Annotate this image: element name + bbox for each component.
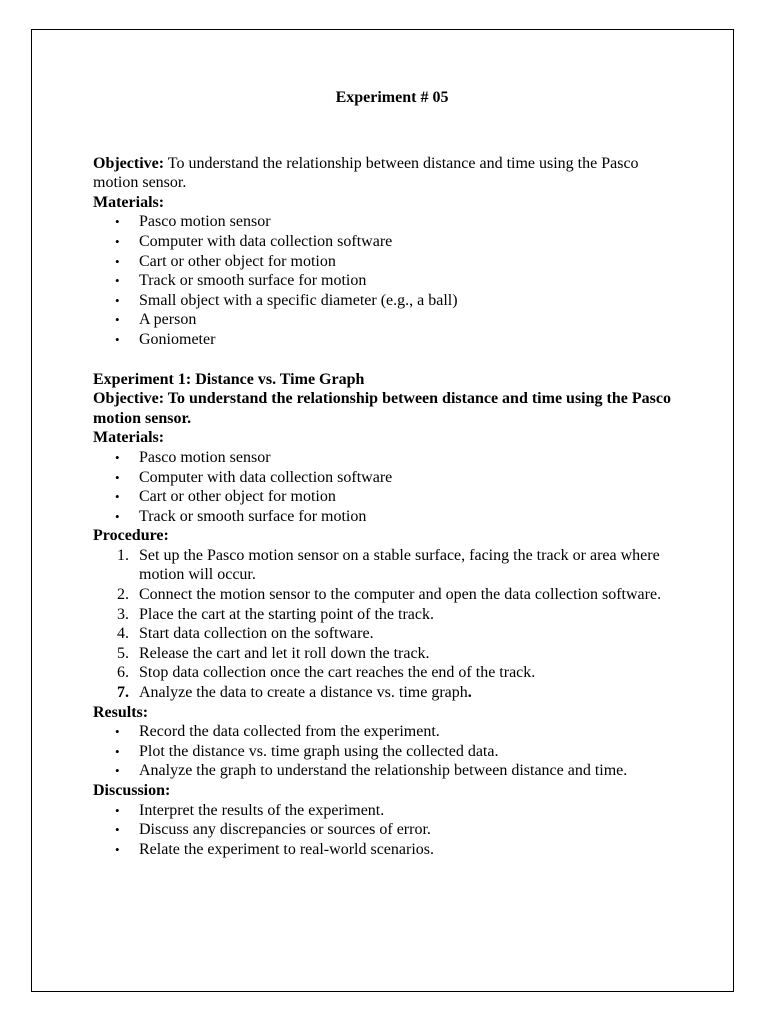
experiment1-heading: Experiment 1: Distance vs. Time Graph — [93, 370, 365, 388]
experiment1-objective: Objective: To understand the relationship between distance and time using the Pasco motion sensor. — [93, 390, 671, 427]
discussion-list — [93, 801, 683, 860]
list-item: • Pasco motion sensor — [93, 212, 683, 232]
experiment1-materials-list — [93, 448, 683, 526]
step-number: 6. — [117, 664, 129, 682]
experiment1-materials-heading: Materials: — [93, 429, 165, 447]
step-text: Place the cart at the starting point of the track. — [139, 605, 434, 623]
procedure-step — [93, 663, 683, 683]
list-item: • Goniometer — [93, 330, 683, 350]
list-item: • Record the data collected from the experiment. — [93, 722, 683, 742]
step-text: Release the cart and let it roll down the track. — [139, 644, 430, 662]
list-item: • Computer with data collection software — [93, 232, 683, 252]
step-text: Set up the Pasco motion sensor on a stable surface, facing the track or area where motion will occur. — [139, 546, 660, 584]
document-title: Experiment # 05 — [335, 89, 449, 106]
spacer — [93, 350, 683, 370]
step-text: Analyze the data to create a distance vs. time graph — [139, 684, 468, 702]
step-number: 1. — [117, 546, 129, 564]
procedure-step — [93, 624, 683, 644]
results-heading: Results: — [93, 703, 149, 721]
document-body — [93, 88, 683, 859]
step-number: 4. — [117, 625, 129, 643]
step-text: Connect the motion sensor to the computer and open the data collection software. — [139, 586, 662, 604]
list-item: • Track or smooth surface for motion — [93, 271, 683, 291]
list-item: • Computer with data collection software — [93, 468, 683, 488]
list-item: • A person — [93, 310, 683, 330]
list-item: • Analyze the graph to understand the relationship between distance and time. — [93, 761, 683, 781]
objective-paragraph — [93, 154, 683, 193]
procedure-step — [93, 546, 683, 585]
list-item: • Pasco motion sensor — [93, 448, 683, 468]
discussion-heading: Discussion: — [93, 782, 171, 799]
list-item: • Track or smooth surface for motion — [93, 507, 683, 527]
list-item: • Discuss any discrepancies or sources of error. — [93, 820, 683, 840]
step-number: 5. — [117, 644, 129, 662]
materials-heading: Materials: — [93, 193, 165, 211]
list-item: • Cart or other object for motion — [93, 487, 683, 507]
step-text: Stop data collection once the cart reaches the end of the track. — [139, 664, 536, 682]
materials-list — [93, 212, 683, 349]
step-text: Start data collection on the software. — [139, 625, 374, 643]
step-number: 3. — [117, 605, 129, 623]
step-end-punctuation: . — [467, 684, 472, 702]
list-item: • Plot the distance vs. time graph using the collected data. — [93, 742, 683, 762]
step-number: 7. — [117, 684, 129, 702]
list-item: • Small object with a specific diameter (e.g., a ball) — [93, 291, 683, 311]
list-item: • Cart or other object for motion — [93, 252, 683, 272]
procedure-step — [93, 644, 683, 664]
procedure-step — [93, 585, 683, 605]
procedure-list — [93, 546, 683, 703]
step-number: 2. — [117, 586, 129, 604]
procedure-step — [93, 605, 683, 625]
objective-text: To understand the relationship between distance and time using the Pasco motion sensor. — [93, 154, 639, 192]
procedure-step — [93, 683, 683, 703]
results-list — [93, 722, 683, 781]
list-item: • Interpret the results of the experiment. — [93, 801, 683, 821]
objective-label: Objective: — [93, 154, 165, 172]
list-item: • Relate the experiment to real-world scenarios. — [93, 840, 683, 860]
procedure-heading: Procedure: — [93, 527, 169, 545]
